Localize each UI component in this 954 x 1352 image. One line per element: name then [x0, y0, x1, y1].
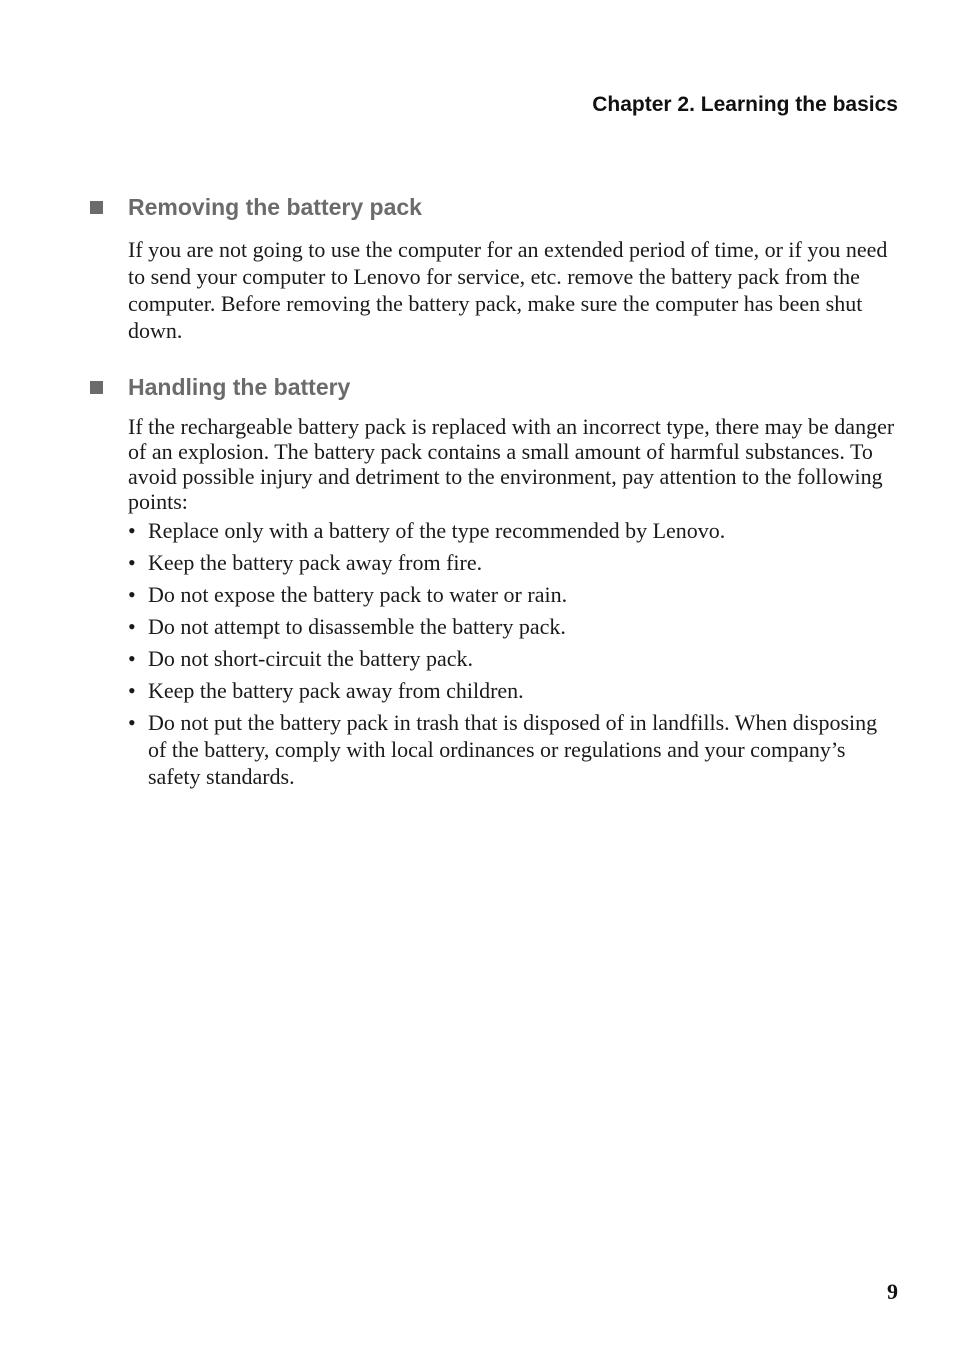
square-bullet-icon: [90, 381, 103, 394]
list-item-text: Keep the battery pack away from children.: [148, 678, 524, 703]
list-item: [128, 677, 898, 704]
list-item-text: Do not short-circuit the battery pack.: [148, 646, 474, 671]
bullet-dot-icon: •: [128, 710, 136, 735]
bullet-dot-icon: •: [128, 678, 136, 703]
square-bullet-icon: [90, 201, 103, 214]
section-paragraph: If you are not going to use the computer for an extended period of time, or if you need to send your computer to Lenovo for service, etc. remove the battery pack from the computer. Before removing the battery pack, make sure the computer has been shut down.: [128, 237, 888, 343]
list-item: [128, 517, 898, 544]
bullet-dot-icon: •: [128, 646, 136, 671]
section-removing-battery: [88, 192, 898, 344]
list-item-text: Do not attempt to disassemble the battery pack.: [148, 614, 566, 639]
bullet-dot-icon: •: [128, 614, 136, 639]
section-handling-battery: [88, 372, 898, 795]
section-heading-text: Handling the battery: [128, 373, 351, 400]
list-item-text: Replace only with a battery of the type recommended by Lenovo.: [148, 518, 726, 543]
bullet-dot-icon: •: [128, 518, 136, 543]
list-item-text: Do not put the battery pack in trash that is disposed of in landfills. When disposing of the battery, comply with local ordinances or regulations and your company’s safety standards.: [148, 710, 878, 789]
list-item: [128, 613, 898, 640]
section-heading: [88, 372, 898, 402]
bullet-dot-icon: •: [128, 550, 136, 575]
list-item: [128, 581, 898, 608]
section-heading: [88, 192, 898, 222]
list-item: [128, 709, 898, 790]
list-item: [128, 549, 898, 576]
section-paragraph: If the rechargeable battery pack is replaced with an incorrect type, there may be danger of an explosion. The battery pack contains a small amount of harmful substances. To avoid possible injury and detriment to the environment, pay attention to the following points:: [128, 414, 895, 514]
page-number: 9: [887, 1279, 898, 1304]
list-item-text: Keep the battery pack away from fire.: [148, 550, 483, 575]
section-heading-text: Removing the battery pack: [128, 193, 422, 220]
list-item-text: Do not expose the battery pack to water or rain.: [148, 582, 568, 607]
chapter-header: Chapter 2. Learning the basics: [592, 93, 898, 116]
precautions-list: [128, 517, 898, 790]
list-item: [128, 645, 898, 672]
bullet-dot-icon: •: [128, 582, 136, 607]
